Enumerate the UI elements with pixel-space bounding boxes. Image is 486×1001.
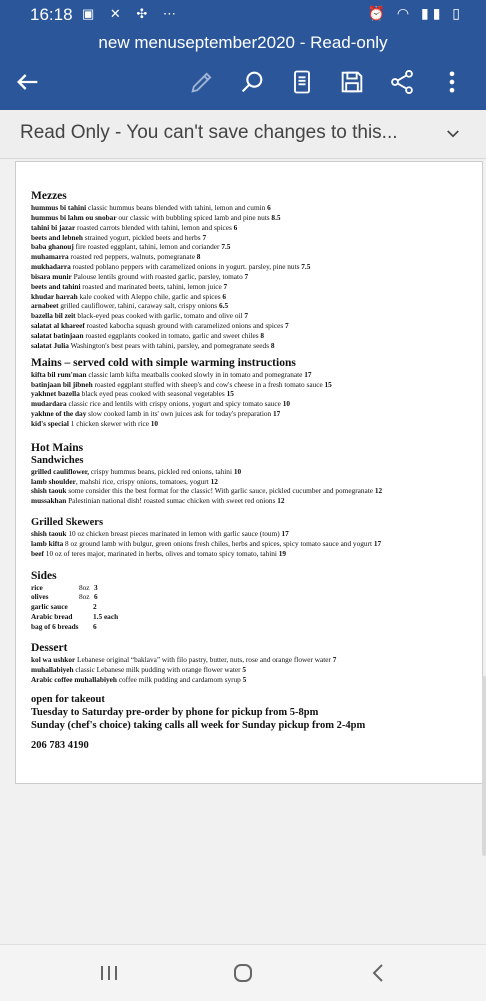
menu-item-name: shish taouk <box>31 486 67 496</box>
menu-item-name: kid's special <box>31 418 69 428</box>
side-item-price: 6 <box>94 592 98 602</box>
menu-item-description: classic Lebanese milk pudding with orange flower water <box>73 664 243 674</box>
back-nav-icon[interactable] <box>367 961 391 985</box>
menu-item-description: 10 oz chicken breast pieces marinated in lemon with garlic sauce (toum) <box>66 529 282 539</box>
menu-item-name: muhamarra <box>31 252 69 262</box>
menu-item-price: 12 <box>277 496 285 506</box>
chevron-down-icon[interactable] <box>444 125 462 143</box>
side-item-price: 3 <box>94 582 98 592</box>
menu-item-name: yakhne of the day <box>31 409 87 419</box>
menu-item-price: 15 <box>324 379 332 389</box>
menu-item-name: Arabic coffee muhallabiyeh <box>31 674 117 684</box>
menu-item-price: 7 <box>244 311 249 321</box>
menu-item <box>31 370 471 380</box>
share-icon <box>388 68 416 96</box>
menu-item-name: beets and tahini <box>31 281 81 291</box>
menu-item-price: 12 <box>210 476 218 486</box>
menu-item-price: 6 <box>222 291 227 301</box>
search-icon <box>238 68 266 96</box>
menu-item-name: grilled cauliflower, <box>31 466 90 476</box>
menu-item-price: 6.5 <box>218 301 229 311</box>
scroll-handle[interactable] <box>482 676 486 856</box>
save-icon <box>338 68 366 96</box>
document-page <box>15 161 483 784</box>
edit-button[interactable] <box>188 68 222 98</box>
menu-item <box>31 242 471 252</box>
menu-item-price: 17 <box>373 538 382 548</box>
menu-item-description: roasted kabocha squash ground with caramelized onions and spices <box>84 321 285 331</box>
search-button[interactable] <box>238 68 272 98</box>
menu-item-name: beef <box>31 548 44 558</box>
menu-item-price: 8 <box>196 252 201 262</box>
takeout-hours-sunday: Sunday (chef's choice) taking calls all week for Sunday pickup from 2-4pm <box>31 720 366 732</box>
notification-icons: ▣ ✕ ✣ ⋯ <box>82 6 182 21</box>
reading-view-button[interactable] <box>288 68 322 98</box>
menu-item <box>31 399 471 409</box>
home-icon[interactable] <box>231 961 255 985</box>
menu-item <box>31 409 471 419</box>
side-item <box>31 612 471 622</box>
menu-item <box>31 675 471 685</box>
menu-item-name: salatat Julia <box>31 340 69 350</box>
menu-item-description: grilled cauliflower, tahini, caraway salt, crispy onions <box>58 301 219 311</box>
more-options-button[interactable] <box>438 68 472 98</box>
menu-item-name: kifta bil rum'man <box>31 369 87 379</box>
menu-item <box>31 301 471 311</box>
side-item-name: garlic sauce <box>31 602 68 612</box>
menu-item <box>31 467 471 477</box>
back-button[interactable] <box>14 68 48 98</box>
menu-item-name: yakhnet bazella <box>31 389 80 399</box>
menu-item-price: 15 <box>226 389 234 399</box>
menu-item-name: salatat batinjaan <box>31 330 84 340</box>
app-bar <box>0 30 486 110</box>
takeout-title: open for takeout <box>31 694 105 706</box>
menu-item-description: Lebanese original “baklava” with filo pastry, butter, nuts, rose and orange flower water <box>75 654 333 664</box>
side-item-name: Arabic bread <box>31 612 73 622</box>
read-only-banner[interactable] <box>0 110 486 159</box>
menu-item-price: 10 <box>282 399 291 409</box>
menu-item <box>31 389 471 399</box>
pencil-icon <box>188 68 216 96</box>
menu-item-description: Palestinian national dish! roasted sumac chicken with sweet red onions <box>66 496 278 506</box>
menu-item <box>31 496 471 506</box>
menu-item-name: hummus bi lahm ou snobar <box>31 212 117 222</box>
menu-item <box>31 665 471 675</box>
menu-item-description: black-eyed peas cooked with garlic, tomato and olive oil <box>75 311 245 321</box>
menu-item <box>31 331 471 341</box>
menu-content <box>31 186 471 752</box>
menu-item-price: 12 <box>374 486 383 496</box>
side-item-quantity: 8oz <box>79 592 90 602</box>
menu-item-description: classic hummus beans blended with tahini, lemon and cumin <box>86 203 268 212</box>
menu-item-description: 10 oz of teres major, marinated in herbs, olives and tomato spicy tomato, tahini <box>43 548 279 558</box>
menu-item <box>31 252 471 262</box>
menu-item <box>31 292 471 302</box>
menu-item-description: roasted and marinated beets, tahini, lemon juice <box>80 281 224 291</box>
more-vertical-icon <box>438 68 466 96</box>
menu-item-name: tahini bi jazar <box>31 222 76 232</box>
back-arrow-icon <box>14 68 42 96</box>
menu-item-price: 7 <box>332 654 337 664</box>
side-item-price: 2 <box>93 602 97 612</box>
menu-item-price: 5 <box>242 674 247 684</box>
menu-item-name: lamb shoulder <box>31 476 76 486</box>
section-title-mezzes: Mezzes <box>31 190 67 202</box>
menu-item-name: shish taouk <box>31 529 67 539</box>
menu-item-name: mukhadarra <box>31 262 71 272</box>
menu-item-description: our classic with bubbling spiced lamb and pine nuts <box>116 212 272 222</box>
menu-item <box>31 655 471 665</box>
section-title-sides: Sides <box>31 569 57 582</box>
menu-item-description: 1 chicken skewer with rice <box>68 418 151 428</box>
menu-item-description: 8 oz ground lamb with bulgur, green onions fresh chiles, herbs and spices, spicy tomato sauce and yogurt <box>63 538 374 548</box>
menu-item <box>31 529 471 539</box>
menu-item <box>31 262 471 272</box>
share-button[interactable] <box>388 68 422 98</box>
menu-item <box>31 419 471 429</box>
menu-item-name: beets and lebneh <box>31 232 83 242</box>
menu-item <box>31 539 471 549</box>
menu-item-description: classic lamb kifta meatballs cooked slowly in in tomato and pomegranate <box>86 369 305 379</box>
mobile-view-icon <box>288 68 316 96</box>
menu-item-price: 10 <box>233 466 242 476</box>
menu-item-name: hummus bi tahini <box>31 203 87 212</box>
menu-item <box>31 549 471 559</box>
menu-item <box>31 272 471 282</box>
sides-list <box>31 583 471 632</box>
menu-item-description: Palouse lentils ground with roasted garlic, parsley, tomato <box>71 271 245 281</box>
status-time: 16:18 <box>30 5 73 24</box>
save-button[interactable] <box>338 68 372 98</box>
menu-item <box>31 341 471 351</box>
menu-item <box>31 233 471 243</box>
menu-item-name: kol wa ushkor <box>31 654 76 664</box>
menu-item-price: 6 <box>267 203 271 212</box>
menu-item-price: 7 <box>244 271 249 281</box>
section-title-hot-mains: Hot Mains <box>31 441 84 454</box>
menu-item-name: muhallabiyeh <box>31 664 74 674</box>
menu-item-description: crispy hummus beans, pickled red onions, tahini <box>89 466 234 476</box>
menu-item-name: mussakhan <box>31 496 67 506</box>
menu-item-description: slow cooked lamb in its' own juices ask for today's preparation <box>86 409 273 419</box>
menu-item-price: 8.5 <box>271 212 281 222</box>
menu-item-description: strained yogurt, pickled beets and herbs <box>82 232 203 242</box>
menu-item-name: bazella bil zeit <box>31 311 76 321</box>
status-bar <box>0 0 486 30</box>
menu-item-description: roasted eggplants cooked in tomato, garlic and sweet chiles <box>83 330 261 340</box>
menu-item-price: 19 <box>278 548 287 558</box>
mains-list <box>31 370 471 429</box>
side-item-price: 1.5 each <box>93 612 119 622</box>
menu-item-price: 17 <box>304 369 312 379</box>
menu-item-price: 17 <box>272 409 281 419</box>
menu-item-description: roasted eggplant stuffed with sheep's and cow's cheese in a fresh tomato sauce <box>92 379 325 389</box>
menu-item-description: roasted red peppers, walnuts, pomegranate <box>68 252 197 262</box>
side-item-name: olives <box>31 592 49 602</box>
menu-item <box>31 486 471 496</box>
menu-item-description: black eyed peas cooked with seasonal vegetables <box>79 389 227 399</box>
side-item-name: bag of 6 breads <box>31 622 79 631</box>
menu-item-description: roasted poblano peppers with caramelized onions in yogurt. parsley, pine nuts <box>70 262 302 272</box>
menu-item-name: khudar harrah <box>31 291 78 301</box>
section-title-dessert: Dessert <box>31 641 68 654</box>
menu-item-description: Washington's best pears with tahini, parsley, and pomegranate seeds <box>68 340 271 350</box>
mezzes-list <box>31 203 471 351</box>
side-item <box>31 622 471 632</box>
section-title-mains: Mains – served cold with simple warming instructions <box>31 356 296 369</box>
menu-item-price: 7.5 <box>221 242 231 252</box>
menu-item <box>31 380 471 390</box>
menu-item-price: 7 <box>223 281 228 291</box>
menu-item-price: 6 <box>233 222 238 232</box>
subsection-title-skewers: Grilled Skewers <box>31 517 104 529</box>
menu-item-price: 17 <box>281 529 289 539</box>
menu-item <box>31 223 471 233</box>
menu-item-description: some consider this the best format for the classic! With garlic sauce, pickled cucumber and pomegranate <box>66 486 375 496</box>
document-title: new menuseptember2020 - Read-only <box>98 33 388 52</box>
menu-item <box>31 311 471 321</box>
system-status-icons: ⏰ ◠ ▮▮ ▯ <box>367 5 464 21</box>
menu-item-price: 10 <box>150 418 159 428</box>
side-item-quantity: 8oz <box>79 582 90 592</box>
menu-item-description: coffee milk pudding and cardamom syrup <box>116 674 243 684</box>
menu-item-price: 8 <box>260 330 265 340</box>
skewers-list <box>31 529 471 559</box>
sandwiches-list <box>31 467 471 506</box>
recent-apps-icon[interactable] <box>97 961 121 985</box>
menu-item-price: 7.5 <box>301 262 311 272</box>
menu-item-name: mudardara <box>31 399 67 409</box>
side-item <box>31 602 471 612</box>
read-only-message: Read Only - You can't save changes to this... <box>20 122 398 143</box>
menu-item-name: bisara munir <box>31 271 72 281</box>
menu-item-price: 5 <box>242 664 247 674</box>
menu-item <box>31 477 471 487</box>
system-nav-bar <box>0 944 486 1001</box>
menu-item-name: salatat al khareef <box>31 321 85 331</box>
phone-number: 206 783 4190 <box>31 740 89 752</box>
menu-item <box>31 282 471 292</box>
menu-item-description: fire roasted eggplant, tahini, lemon and coriander <box>73 242 222 252</box>
menu-item-description: classic rice and lentils with crispy onions, yogurt and spicy tomato sauce <box>66 399 283 409</box>
menu-item-description: , mahshi rice, crispy onions, tomatoes, yogurt <box>75 476 211 486</box>
side-item <box>31 592 471 602</box>
menu-item-price: 7 <box>284 321 289 331</box>
takeout-hours-weekday: Tuesday to Saturday pre-order by phone for pickup from 5-8pm <box>31 707 319 719</box>
menu-item-description: roasted carrots blended with tahini, lemon and spices <box>75 222 234 232</box>
desserts-list <box>31 655 471 685</box>
menu-item-name: lamb kifta <box>31 538 64 548</box>
menu-item-price: 8 <box>270 340 275 350</box>
menu-item-name: arnabeet <box>31 301 59 311</box>
menu-item <box>31 213 471 223</box>
side-item <box>31 583 471 593</box>
menu-item <box>31 203 471 213</box>
menu-item-price: 7 <box>202 232 207 242</box>
menu-item <box>31 321 471 331</box>
side-item-name: rice <box>31 582 43 592</box>
menu-item-description: kale cooked with Aleppo chile, garlic and spices <box>77 291 223 301</box>
menu-item-name: baba ghanouj <box>31 242 74 252</box>
menu-item-name: batinjaan bil jibneh <box>31 379 93 389</box>
side-item-price: 6 <box>93 622 97 631</box>
subsection-title-sandwiches: Sandwiches <box>31 454 84 466</box>
